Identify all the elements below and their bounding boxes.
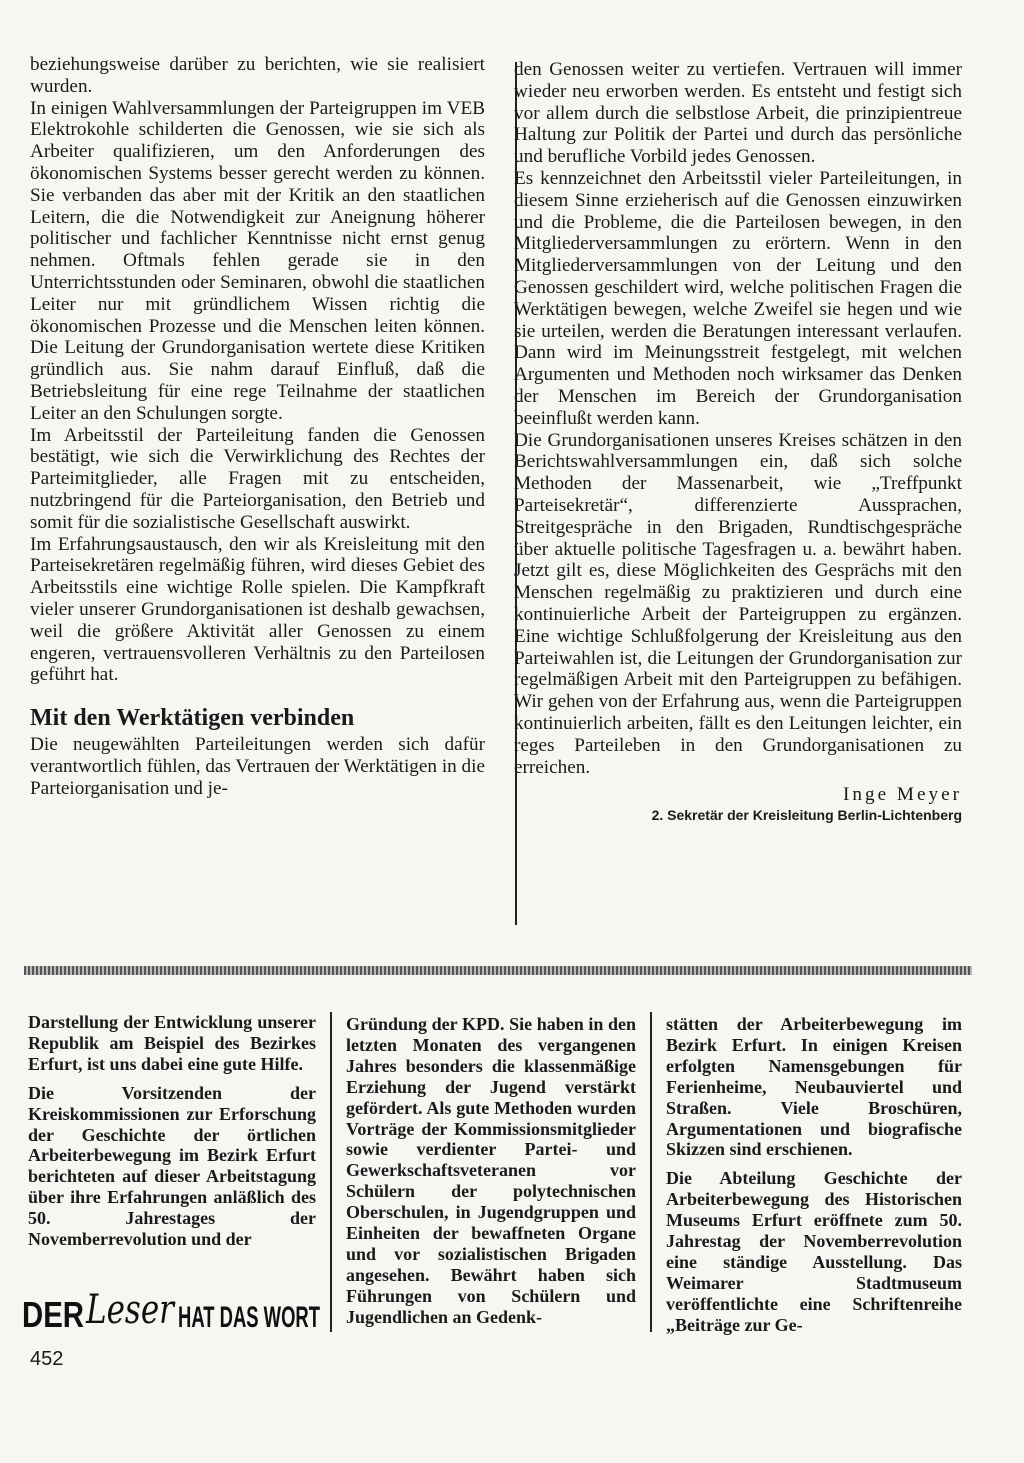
bottom-column-3 xyxy=(666,1014,962,1336)
paragraph: Darstellung der Entwicklung unserer Republik am Beispiel des Bezirkes Erfurt, ist uns dabei eine gute Hilfe. xyxy=(28,1012,316,1074)
author-role: 2. Sekretär der Kreisleitung Berlin-Lichtenberg xyxy=(651,807,962,824)
paragraph: In einigen Wahlversammlungen der Parteigruppen im VEB Elektrokohle schilderten die Genossen, wie sie sich als Arbeiter qualifizieren, um den Anforderungen des ökonomischen Systems besser gerecht werden zu können. Sie verbanden das aber mit der Kritik an den staatlichen Leitern, die die Notwendigkeit zur Aneignung höherer politischer und fachlicher Kenntnisse nicht ernst genug nehmen. Oftmals fehlen gerade sie in den Unterrichtsstunden oder Seminaren, obwohl die staatlichen Leiter nur mit gründlichem Wissen richtig die ökonomischen Prozesse und die Menschen leiten können. Die Leitung der Grundorganisation wertete diese Kritiken gründlich aus. Sie nahm darauf Einfluß, daß die Betriebsleitung für eine rege Teilnahme der staatlichen Leiter an den Schulungen sorgte. xyxy=(30,97,485,424)
paragraph: Die Abteilung Geschichte der Arbeiterbewegung des Historischen Museums Erfurt eröffnete zum 50. Jahrestag der Novemberrevolution eine ständige Ausstellung. Das Weimarer Stadtmuseum veröffentlichte eine Schriftenreihe „Beiträge zur Ge- xyxy=(666,1168,962,1335)
paragraph: Es kennzeichnet den Arbeitsstil vieler Parteileitungen, in diesem Sinne erzieherisch auf die Genossen einzuwirken und die Probleme, die die Parteilosen bewegen, in den Mitgliederversammlungen zu erörtern. Wenn in den Mitgliederversammlungen von der Leitung und den Genossen geschildert wird, welche politischen Fragen die Werktätigen bewegen, welche Zweifel sie hegen und wie sie urteilen, werden die Beratungen interessant verlaufen. Dann wird im Meinungsstreit festgelegt, mit welchen Argumenten und Methoden noch wirksamer das Denken der Menschen im Bereich der Grundorganisation beeinflußt werden kann. xyxy=(514,167,962,429)
paragraph: Die neugewählten Parteileitungen werden sich dafür verantwortlich fühlen, das Vertrauen der Werktätigen in die Parteiorganisation und je- xyxy=(30,734,485,799)
rubric-text-der: DER xyxy=(22,1294,84,1335)
top-right-column xyxy=(514,59,962,824)
paragraph: Die Vorsitzenden der Kreiskommissionen zur Erforschung der Geschichte der örtlichen Arbeiterbewegung im Bezirk Erfurt berichteten auf dieser Arbeitstagung über ihre Erfahrungen anläßlich des 50. Jahrestages der Novemberrevolution und der xyxy=(28,1082,316,1250)
section-divider xyxy=(24,966,972,975)
section-heading: Mit den Werktätigen verbinden xyxy=(30,705,355,732)
paragraph: Im Erfahrungsaustausch, den wir als Kreisleitung mit den Parteisekretären regelmäßig führen, wird dieses Gebiet des Arbeitsstils eine wichtige Rolle spielen. Die Kampfkraft vieler unserer Grundorganisationen ist deshalb gewachsen, weil die größere Aktivität aller Genossen zu einem engeren, vertrauensvolleren Verhältnis zu den Parteilosen geführt hat. xyxy=(30,533,485,686)
rubric-text-leser: Leser xyxy=(85,1287,177,1333)
paragraph: den Genossen weiter zu vertiefen. Vertrauen will immer wieder neu erworben werden. Es entsteht und festigt sich vor allem durch die selbstlose Arbeit, die prinzipientreue Haltung zur Politik der Partei und durch das persönliche und berufliche Vorbild jedes Genossen. xyxy=(514,59,962,168)
author-name: Inge Meyer xyxy=(843,784,962,806)
bottom-column-2 xyxy=(346,1014,636,1328)
rubric-logo xyxy=(22,1283,322,1339)
paragraph: Gründung der KPD. Sie haben in den letzten Monaten des vergangenen Jahres besonders die klassenmäßige Erziehung der Jugend verstärkt gefördert. Als gute Methoden wurden Vorträge der Kommissionsmitglieder sowie verdienter Partei- und Gewerkschaftsveteranen vor Schülern der polytechnischen Oberschulen, in Jugendgruppen und Einheiten der bewaffneten Organe und vor sozialistischen Brigaden angesehen. Bewährt haben sich Führungen von Schülern und Jugendlichen an Gedenk- xyxy=(346,1014,636,1327)
paragraph: Die Grundorganisationen unseres Kreises schätzen in den Berichtswahlversammlungen ein, daß sich solche Methoden der Massenarbeit, wie „Treffpunkt Parteisekretär“, differenzierte Aussprachen, Streitgespräche in den Brigaden, Rundtischgespräche über aktuelle politische Tagesfragen u. a. bewährt haben. Jetzt gilt es, diese Möglichkeiten des Gesprächs mit den Menschen regelmäßig zu praktizieren und durch eine kontinuierliche Arbeit der Parteigruppen zu ergänzen. Eine wichtige Schlußfolgerung der Kreisleitung aus den Parteiwahlen ist, die Leitungen der Grundorganisation zur regelmäßigen Arbeit mit den Parteigruppen zu befähigen. Wir gehen von der Erfahrung aus, wenn die Parteigruppen kontinuierlich arbeiten, fällt es den Leitungen leichter, ein reges Parteileben in den Grundorganisationen zu erreichen. xyxy=(514,429,962,778)
paragraph: Im Arbeitsstil der Parteileitung fanden die Genossen bestätigt, wie sich die Verwirklichung des Rechtes der Parteimitglieder, alle Fragen mit zu entscheiden, nutzbringend für die Parteiorganisation, den Betrieb und somit für die sozialistische Gesellschaft auswirkt. xyxy=(30,424,485,533)
column-rule xyxy=(330,1012,332,1332)
top-left-column xyxy=(30,54,485,800)
column-rule xyxy=(650,1012,652,1332)
page-number: 452 xyxy=(30,1348,64,1370)
rubric-text-hat-das-wort: HAT DAS WORT xyxy=(178,1301,320,1334)
paragraph: stätten der Arbeiterbewegung im Bezirk Erfurt. In einigen Kreisen erfolgten Namensgebungen für Ferienheime, Neubauviertel und Straßen. Viele Broschüren, Argumentationen und biografische Skizzen sind erschienen. xyxy=(666,1014,962,1160)
paragraph: beziehungsweise darüber zu berichten, wie sie realisiert wurden. xyxy=(30,54,485,97)
bottom-column-1 xyxy=(28,1012,316,1250)
